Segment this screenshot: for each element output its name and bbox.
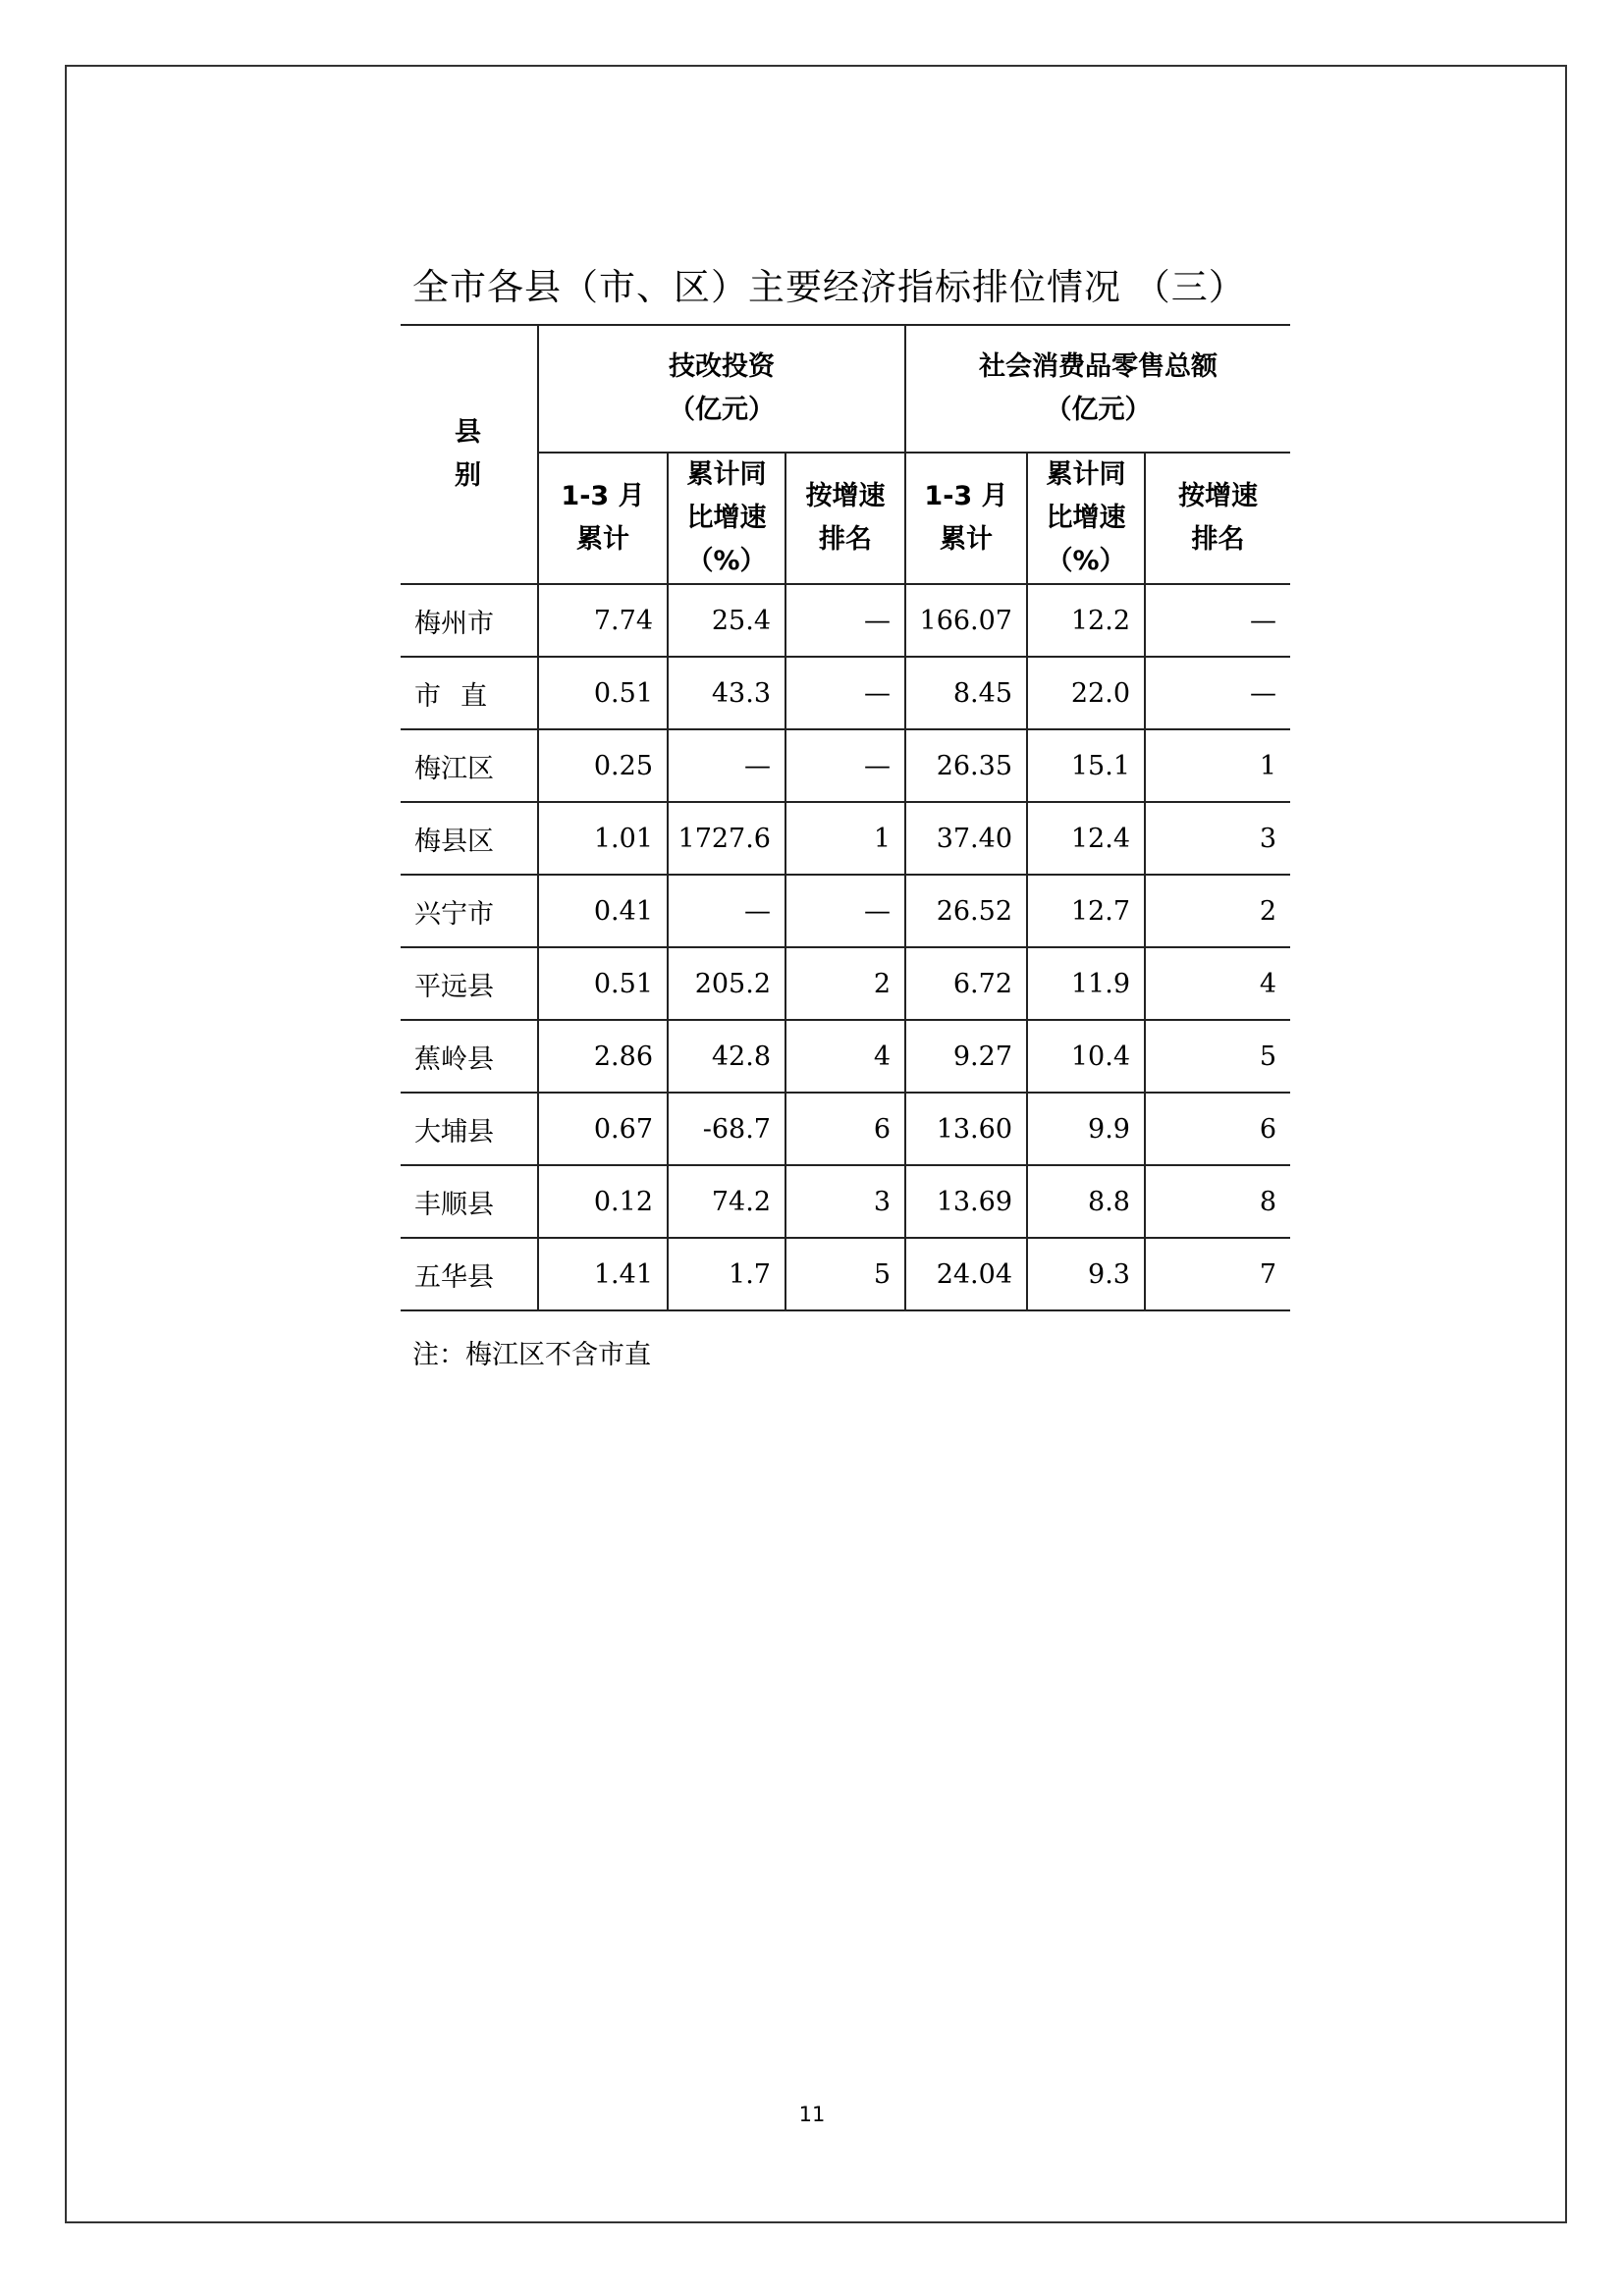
retail-cumulative: 24.04 [905, 1238, 1027, 1310]
table-row [401, 584, 1290, 657]
county-name: 梅县区 [401, 802, 538, 875]
county-name: 五华县 [401, 1238, 538, 1310]
retail-rank: 4 [1145, 947, 1290, 1020]
investment-cumulative: 1.01 [538, 802, 668, 875]
investment-rank: 3 [785, 1165, 905, 1238]
retail-growth: 11.9 [1027, 947, 1145, 1020]
retail-cumulative: 166.07 [905, 584, 1027, 657]
retail-growth: 9.9 [1027, 1093, 1145, 1165]
header-line: （%） [686, 546, 767, 576]
retail-rank: 6 [1145, 1093, 1290, 1165]
page-number: 11 [798, 2103, 826, 2126]
investment-cumulative: 0.51 [538, 947, 668, 1020]
retail-rank: 5 [1145, 1020, 1290, 1093]
investment-rank: — [785, 657, 905, 729]
investment-group-name: 技改投资 [669, 351, 775, 382]
investment-growth-header [668, 453, 785, 584]
county-name: 梅州市 [401, 584, 538, 657]
county-name: 市直 [401, 657, 538, 729]
header-line: 比增速 [1046, 503, 1126, 533]
investment-cumulative-header [538, 453, 668, 584]
investment-growth: 205.2 [668, 947, 785, 1020]
header-line: 1-3 月 [561, 481, 645, 511]
investment-rank-header [785, 453, 905, 584]
investment-rank: — [785, 584, 905, 657]
retail-cumulative: 37.40 [905, 802, 1027, 875]
retail-group-name: 社会消费品零售总额 [979, 351, 1218, 382]
table-row [401, 947, 1290, 1020]
investment-rank: — [785, 729, 905, 802]
economic-indicators-table [401, 324, 1290, 1311]
retail-growth: 9.3 [1027, 1238, 1145, 1310]
county-name: 平远县 [401, 947, 538, 1020]
retail-rank: 3 [1145, 802, 1290, 875]
retail-cumulative: 8.45 [905, 657, 1027, 729]
header-line: 1-3 月 [924, 481, 1008, 511]
table-note: 注：梅江区不含市直 [412, 1340, 651, 1370]
table-row [401, 1020, 1290, 1093]
investment-cumulative: 0.67 [538, 1093, 668, 1165]
investment-rank: — [785, 875, 905, 947]
retail-rank: 2 [1145, 875, 1290, 947]
retail-cumulative: 6.72 [905, 947, 1027, 1020]
retail-rank: 7 [1145, 1238, 1290, 1310]
retail-growth: 12.4 [1027, 802, 1145, 875]
retail-cumulative: 26.35 [905, 729, 1027, 802]
investment-cumulative: 2.86 [538, 1020, 668, 1093]
investment-growth: -68.7 [668, 1093, 785, 1165]
table-row [401, 1165, 1290, 1238]
county-name: 蕉岭县 [401, 1020, 538, 1093]
county-name: 梅江区 [401, 729, 538, 802]
retail-growth: 22.0 [1027, 657, 1145, 729]
investment-cumulative: 0.25 [538, 729, 668, 802]
retail-growth: 8.8 [1027, 1165, 1145, 1238]
investment-growth: 1.7 [668, 1238, 785, 1310]
header-line: 累计同 [1046, 459, 1126, 490]
page-title: 全市各县（市、区）主要经济指标排位情况 （三） [412, 266, 1246, 308]
retail-rank: — [1145, 584, 1290, 657]
retail-group-header [905, 325, 1290, 453]
retail-cumulative: 13.69 [905, 1165, 1027, 1238]
retail-growth: 12.2 [1027, 584, 1145, 657]
retail-rank: 8 [1145, 1165, 1290, 1238]
header-line: 排名 [819, 524, 872, 555]
investment-rank: 6 [785, 1093, 905, 1165]
table-row [401, 729, 1290, 802]
retail-rank: — [1145, 657, 1290, 729]
investment-cumulative: 0.51 [538, 657, 668, 729]
header-line: 累计 [940, 524, 993, 555]
header-line: 按增速 [805, 481, 886, 511]
county-name: 兴宁市 [401, 875, 538, 947]
retail-rank-header [1145, 453, 1290, 584]
investment-rank: 4 [785, 1020, 905, 1093]
investment-cumulative: 0.12 [538, 1165, 668, 1238]
county-name: 丰顺县 [401, 1165, 538, 1238]
table-row [401, 802, 1290, 875]
header-line: 比增速 [686, 503, 767, 533]
header-line: 累计同 [686, 459, 767, 490]
investment-cumulative: 0.41 [538, 875, 668, 947]
investment-group-header [538, 325, 905, 453]
retail-cumulative-header [905, 453, 1027, 584]
investment-rank: 1 [785, 802, 905, 875]
table-row [401, 1238, 1290, 1310]
investment-growth: 74.2 [668, 1165, 785, 1238]
investment-cumulative: 1.41 [538, 1238, 668, 1310]
investment-growth: 42.8 [668, 1020, 785, 1093]
investment-growth: — [668, 875, 785, 947]
county-name: 大埔县 [401, 1093, 538, 1165]
header-line: 累计 [576, 524, 629, 555]
investment-growth: 1727.6 [668, 802, 785, 875]
retail-cumulative: 26.52 [905, 875, 1027, 947]
investment-growth: — [668, 729, 785, 802]
retail-group-unit: （亿元） [1045, 395, 1152, 425]
retail-cumulative: 13.60 [905, 1093, 1027, 1165]
header-line: 排名 [1191, 524, 1245, 555]
header-line: 按增速 [1178, 481, 1259, 511]
table-row [401, 657, 1290, 729]
table-row [401, 1093, 1290, 1165]
header-line: （%） [1046, 546, 1126, 576]
investment-rank: 5 [785, 1238, 905, 1310]
investment-cumulative: 7.74 [538, 584, 668, 657]
investment-rank: 2 [785, 947, 905, 1020]
investment-growth: 25.4 [668, 584, 785, 657]
retail-growth: 10.4 [1027, 1020, 1145, 1093]
retail-rank: 1 [1145, 729, 1290, 802]
retail-growth-header [1027, 453, 1145, 584]
table-row [401, 875, 1290, 947]
investment-growth: 43.3 [668, 657, 785, 729]
investment-group-unit: （亿元） [669, 395, 775, 425]
retail-cumulative: 9.27 [905, 1020, 1027, 1093]
county-header: 县 别 [401, 325, 538, 584]
retail-growth: 12.7 [1027, 875, 1145, 947]
retail-growth: 15.1 [1027, 729, 1145, 802]
